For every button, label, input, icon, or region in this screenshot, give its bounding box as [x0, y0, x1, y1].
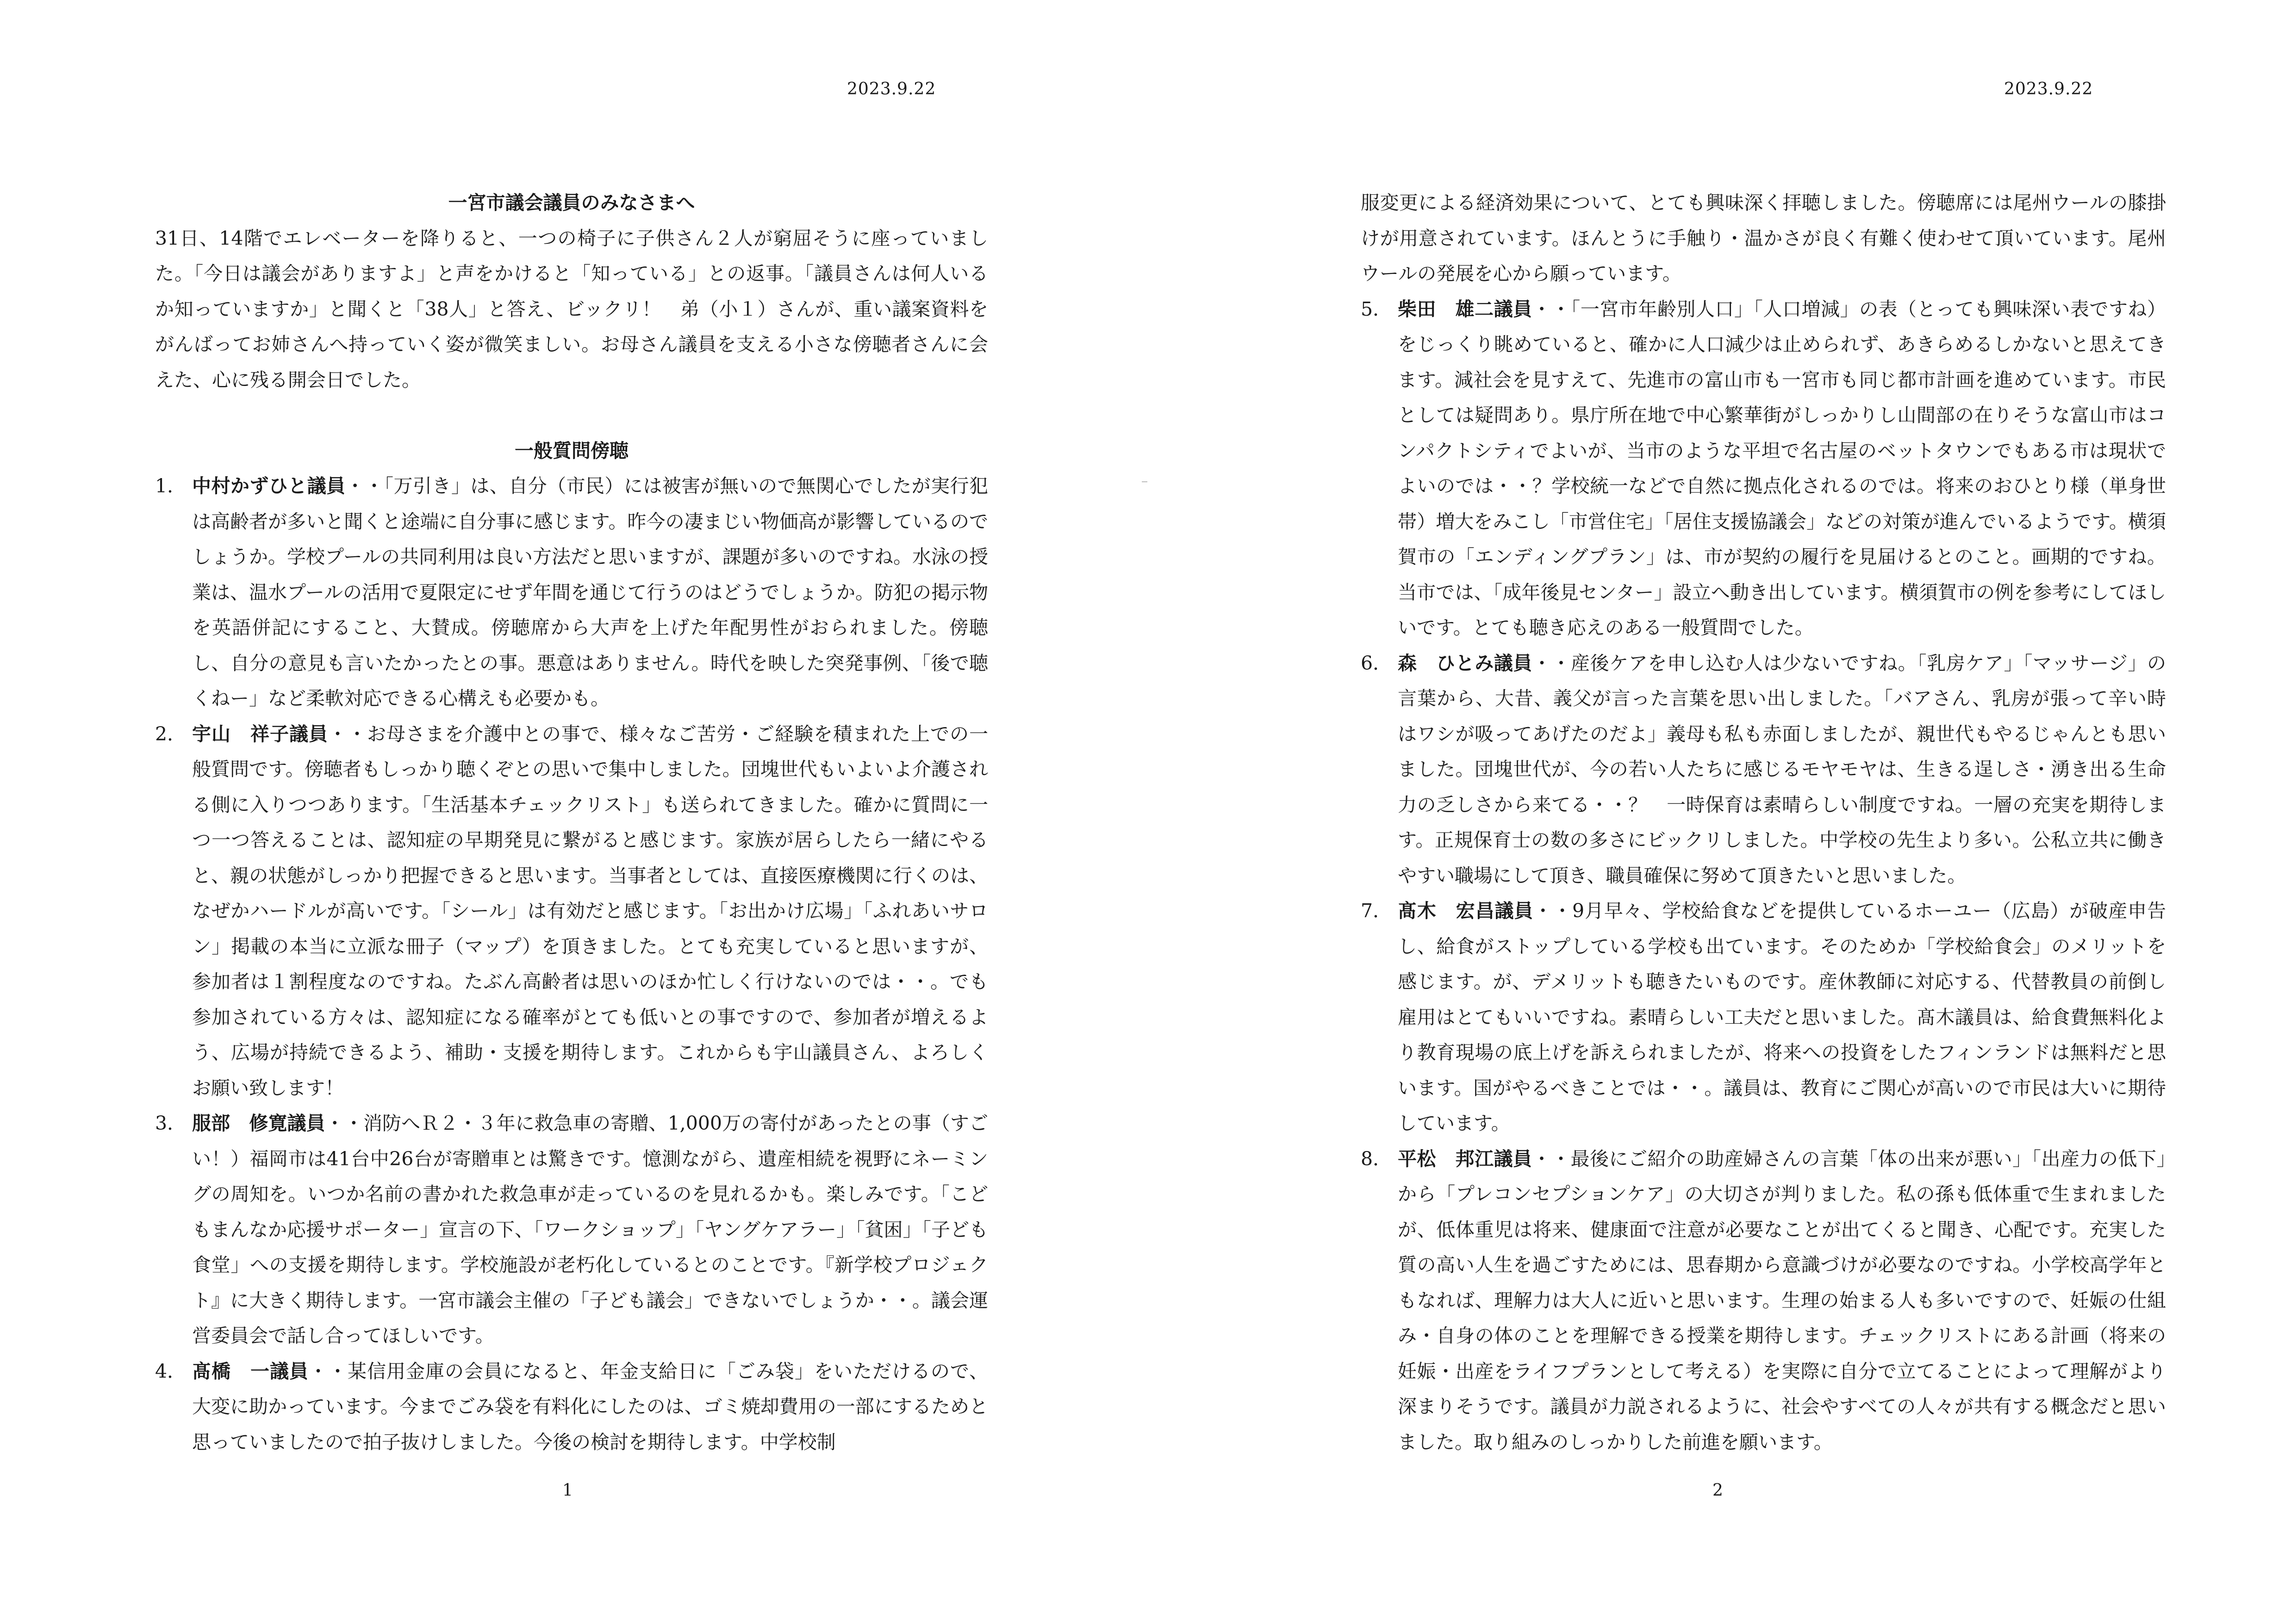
list-item [1361, 1141, 2166, 1460]
item-number: 8． [1361, 1147, 1392, 1170]
page-number: 2 [1712, 1481, 1723, 1500]
councillor-name: 柴田 雄二議員 [1398, 298, 1532, 320]
item-text: ・・産後ケアを申し込む人は少ないですね。「乳房ケア」「マッサージ」の言葉から、大昔、義父が言った言葉を思い出しました。「バアさん、乳房が張って辛い時はワシが吸ってあげたのだよ」義母も私も赤面しましたが、親世代もやるじゃんとも思いました。団塊世代が、今の若い人たちに感じるモヤモヤは、生きる逞しさ・湧き出る生命力の乏しさから来てる・・？ 一時保育は素晴らしい制度ですね。一層の充実を期待します。正規保育士の数の多さにビックリしました。中学校の先生より多い。公私立共に働きやすい職場にして頂き、職員確保に努めて頂きたいと思いました。 [1398, 652, 2166, 887]
councillor-name: 髙橋 一議員 [192, 1360, 309, 1382]
intro-paragraph: 31日、14階でエレベーターを降りると、一つの椅子に子供さん２人が窮屈そうに座っていました。「今日は議会がありますよ」と声をかけると「知っている」との返事。「議員さんは何人いるか知っていますか」と聞くと「38人」と答え、ビックリ！ 弟（小１）さんが、重い議案資料をがんばってお姉さんへ持っていく姿が微笑ましい。お母さん議員を支える小さな傍聴者さんに会えた、心に残る開会日でした。 [155, 227, 988, 391]
letter-title: 一宮市議会議員のみなさまへ [448, 192, 695, 214]
page-number: 1 [562, 1481, 573, 1500]
item-text: ・・「一宮市年齢別人口」「人口増減」の表（とっても興味深い表ですね）をじっくり眺めていると、確かに人口減少は止められず、あきらめるしかないと思えてきます。減社会を見すえて、先進市の富山市も一宮市も同じ都市計画を進めています。市民としては疑問あり。県庁所在地で中心繁華街がしっかりし山間部の在りそうな富山市はコンパクトシティでよいが、当市のような平坦で名古屋のベットタウンでもある市は現状でよいのでは・・？学校統一などで自然に拠点化されるのでは。将来のおひとり様（単身世帯）増大をみこし「市営住宅」「居住支援協議会」などの対策が進んでいるようです。横須賀市の「エンディングプラン」は、市が契約の履行を見届けるとのこと。画期的ですね。当市では、「成年後見センター」設立へ動き出しています。横須賀市の例を参考にしてほしいです。とても聴き応えのある一般質問でした。 [1398, 298, 2166, 639]
item-text: ・・9月早々、学校給食などを提供しているホーユー（広島）が破産申告し、給食がストップしている学校も出ています。そのためか「学校給食会」のメリットを感じます。が、デメリットも聴きたいものです。産休教師に対応する、代替教員の前倒し雇用はとてもいいですね。素晴らしい工夫だと思いました。髙木議員は、給食費無料化より教育現場の底上げを訴えられましたが、将来への投資をしたフィンランドは無料だと思います。国がやるべきことでは・・。議員は、教育にご関心が高いので市民は大いに期待しています。 [1398, 900, 2166, 1134]
list-item [155, 1106, 988, 1354]
list-item [1361, 292, 2166, 646]
item-text: ・・消防へＲ２・３年に救急車の寄贈、1,000万の寄付があったとの事（すごい！）福岡市は41台中26台が寄贈車とは驚きです。憶測ながら、遺産相続を視野にネーミングの周知を。いつか名前の書かれた救急車が走っているのを見れるかも。楽しみです。「こどもまんなか応援サポーター」宣言の下、「ワークショップ」「ヤングケアラー」「貧困」「子ども食堂」への支援を期待します。学校施設が老朽化しているとのことです。『新学校プロジェクト』に大きく期待します。一宮市議会主催の「子ども議会」できないでしょうか・・。議会運営委員会で話し合ってほしいです。 [192, 1112, 989, 1347]
item-number: 3． [155, 1112, 187, 1134]
item-number: 2． [155, 722, 187, 745]
item-text: ・・お母さまを介護中との事で、様々なご苦労・ご経験を積まれた上での一般質問です。傍聴者もしっかり聴くぞとの思いで集中しました。団塊世代もいよいよ介護される側に入りつつあります。「生活基本チェックリスト」も送られてきました。確かに質問に一つ一つ答えることは、認知症の早期発見に繋がると感じます。家族が居らしたら一緒にやると、親の状態がしっかり把握できると思います。当事者としては、直接医療機関に行くのは、なぜかハードルが高いです。「シール」は有効だと感じます。「お出かけ広場」「ふれあいサロン」掲載の本当に立派な冊子（マップ）を頂きました。とても充実していると思いますが、参加者は１割程度なのですね。たぶん高齢者は思いのほか忙しく行けないのでは・・。でも参加されている方々は、認知症になる確率がとても低いとの事ですので、参加者が増えるよう、広場が持続できるよう、補助・支援を期待します。これからも宇山議員さん、よろしくお願い致します！ [192, 722, 988, 1099]
list-item [1361, 893, 2166, 1141]
list-item [1361, 646, 2166, 894]
list-item [155, 716, 988, 1106]
councillor-name: 宇山 祥子議員 [192, 722, 328, 745]
item-number: 5． [1361, 298, 1392, 320]
page-content [1361, 185, 2166, 1460]
item-number: 6． [1361, 652, 1392, 674]
section-title: 一般質問傍聴 [515, 439, 629, 462]
date: 2023.9.22 [847, 80, 936, 99]
item-text: ・・某信用金庫の会員になると、年金支給日に「ごみ袋」をいただけるので、大変に助かっています。今までごみ袋を有料化にしたのは、ゴミ焼却費用の一部にするためと思っていましたので拍子抜けしました。今後の検討を期待します。中学校制 [192, 1360, 989, 1453]
item-number: 7． [1361, 900, 1392, 922]
list-item [155, 468, 988, 716]
item-number: 1． [155, 475, 187, 497]
councillor-name: 森 ひとみ議員 [1398, 652, 1532, 674]
right-page [1146, 0, 2291, 1624]
item-text: ・・最後にご紹介の助産婦さんの言葉「体の出来が悪い」「出産力の低下」から「プレコンセプションケア」の大切さが判りました。私の孫も低体重で生まれましたが、低体重児は将来、健康面で注意が必要なことが出てくると聞き、心配です。充実した質の高い人生を過ごすためには、思春期から意識づけが必要なのですね。小学校高学年ともなれば、理解力は大人に近いと思います。生理の始まる人も多いですので、妊娠の仕組み・自身の体のことを理解できる授業を期待します。チェックリストにある計画（将来の妊娠・出産をライフプランとして考える）を実際に自分で立てることによって理解がより深まりそうです。議員が力説されるように、社会やすべての人々が共有する概念だと思いました。取り組みのしっかりした前進を願います。 [1398, 1147, 2166, 1453]
date: 2023.9.22 [2004, 80, 2093, 99]
item-text: ・・「万引き」は、自分（市民）には被害が無いので無関心でしたが実行犯は高齢者が多いと聞くと途端に自分事に感じます。昨今の凄まじい物価高が影響しているのでしょうか。学校プールの共同利用は良い方法だと思いますが、課題が多いのですね。水泳の授業は、温水プールの活用で夏限定にせず年間を通じて行うのはどうでしょうか。防犯の掲示物を英語併記にすること、大賛成。傍聴席から大声を上げた年配男性がおられました。傍聴し、自分の意見も言いたかったとの事。悪意はありません。時代を映した突発事例、「後で聴くねー」など柔軟対応できる心構えも必要かも。 [192, 475, 988, 709]
page-content [155, 185, 988, 1460]
continuation-paragraph: 服変更による経済効果について、とても興味深く拝聴しました。傍聴席には尾州ウールの膝掛けが用意されています。ほんとうに手触り・温かさが良く有難く使わせて頂いています。尾州ウールの発展を心から願っています。 [1361, 192, 2166, 285]
councillor-name: 平松 邦江議員 [1398, 1147, 1532, 1170]
spacer [155, 398, 988, 433]
list-item [155, 1354, 988, 1460]
councillor-name: 髙木 宏昌議員 [1398, 900, 1534, 922]
councillor-name: 服部 修寛議員 [192, 1112, 325, 1134]
item-number: 4． [155, 1360, 187, 1382]
councillor-name: 中村かずひと議員 [192, 475, 346, 497]
